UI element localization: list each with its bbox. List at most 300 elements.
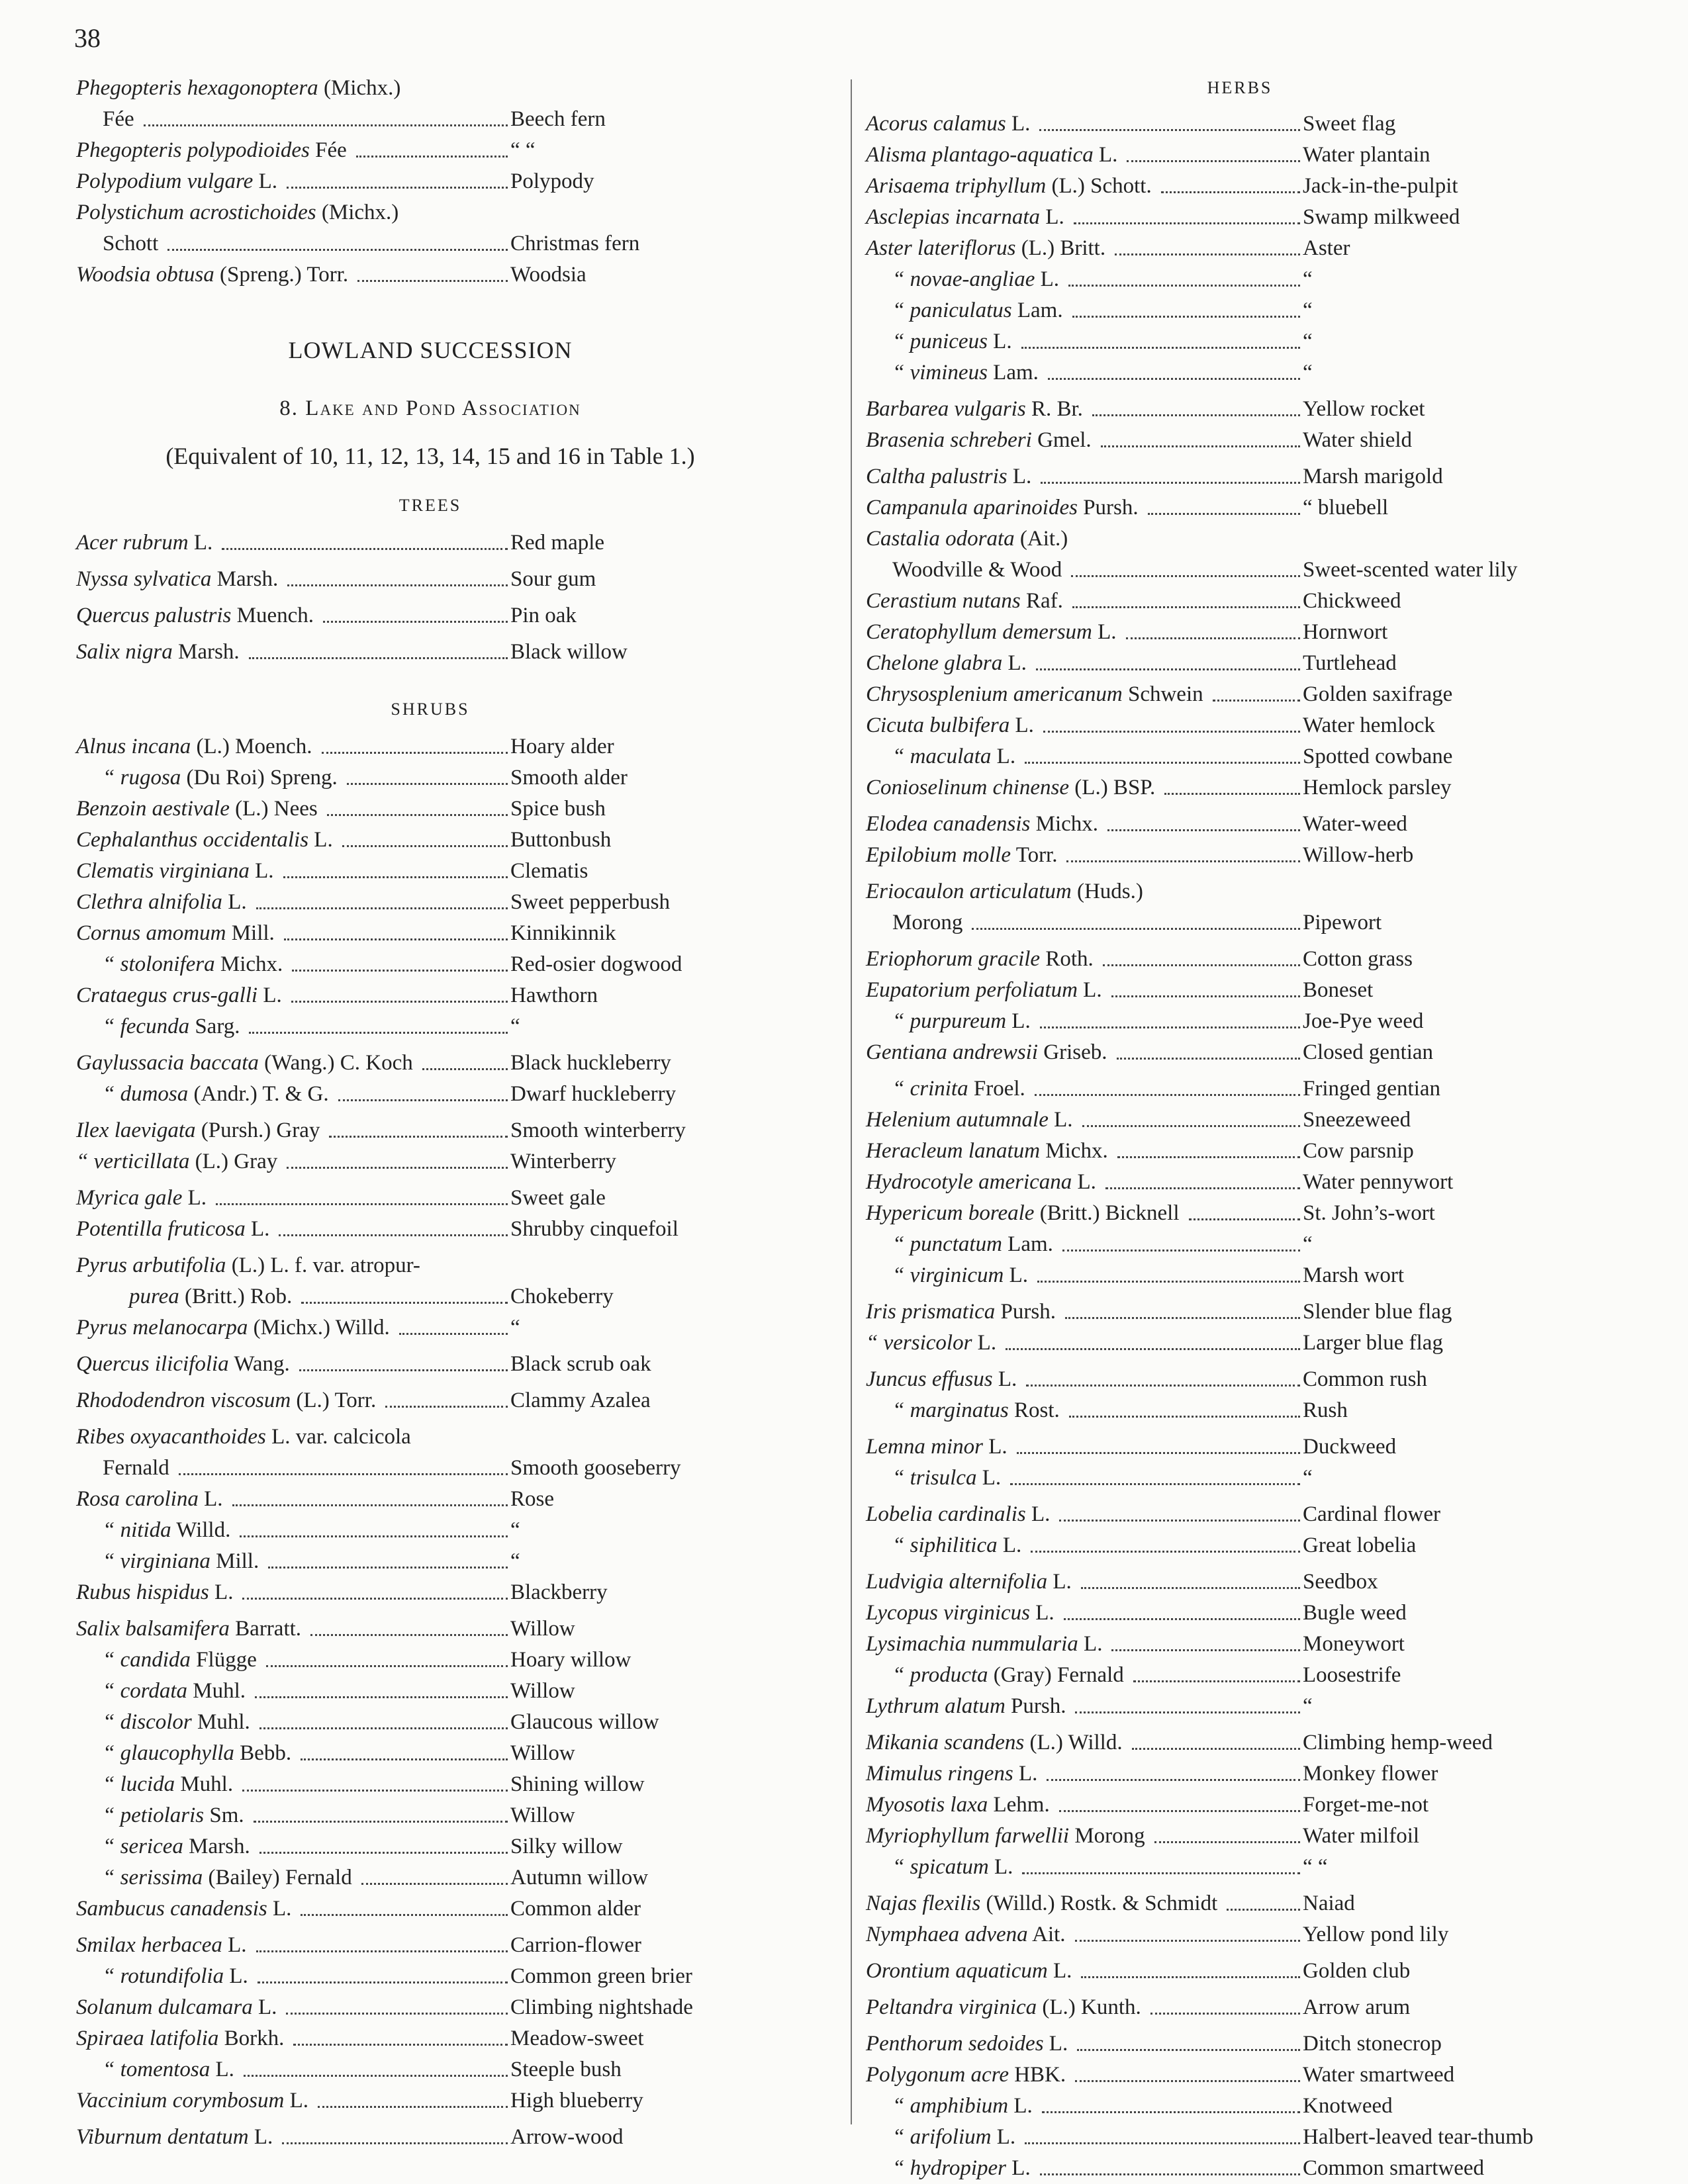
species-entry [866, 1888, 1614, 1919]
species-binomial: “ tomentosa [103, 2058, 211, 2081]
species-entry [76, 104, 784, 135]
species-binomial: Nymphaea advena [866, 1923, 1028, 1946]
species-entry [76, 1676, 784, 1707]
dot-leader [216, 1203, 508, 1205]
species-author: Muench. [231, 604, 314, 627]
species-author: Borkh. [218, 2026, 285, 2050]
species-entry [76, 1250, 784, 1281]
dot-leader [1133, 1680, 1300, 1682]
dot-leader [291, 1001, 508, 1003]
scientific-name [866, 2028, 1068, 2060]
common-name: High blueberry [510, 2089, 643, 2113]
scientific-name [76, 2023, 284, 2054]
scientific-name [76, 980, 282, 1011]
species-author: L. [224, 1964, 248, 1988]
scientific-name [866, 233, 1105, 264]
species-author: Barratt. [229, 1617, 302, 1641]
species-entry [866, 809, 1614, 840]
species-author: Willd. [171, 1518, 231, 1542]
tree-list [76, 527, 784, 668]
common-name: Marsh marigold [1303, 465, 1443, 488]
common-name: Willow [510, 1803, 575, 1827]
species-entry [866, 1463, 1614, 1494]
species-author: Torr. [1011, 843, 1058, 867]
dot-leader [293, 2044, 508, 2046]
dot-leader [283, 876, 508, 878]
species-author: L. [991, 745, 1016, 768]
species-entry [866, 202, 1614, 233]
species-binomial: Smilax herbacea [76, 1933, 222, 1957]
dot-leader [292, 970, 508, 972]
species-binomial: Conioselinum chinense [866, 776, 1070, 799]
dot-leader [356, 156, 508, 158]
species-entry [76, 2122, 784, 2153]
species-author: L. [987, 330, 1012, 353]
species-entry [866, 357, 1614, 388]
scientific-name [76, 887, 247, 918]
scientific-name [892, 555, 1062, 586]
common-name: Marsh wort [1303, 1263, 1405, 1287]
species-entry [866, 1260, 1614, 1291]
species-entry [866, 1530, 1614, 1561]
species-binomial: Arisaema triphyllum [866, 174, 1047, 198]
species-binomial: Quercus palustris [76, 604, 232, 627]
species-entry [76, 1048, 784, 1079]
scientific-name [103, 1453, 169, 1484]
dot-leader [361, 1883, 508, 1885]
common-name: Sweet-scented water lily [1303, 558, 1518, 582]
scientific-name [866, 710, 1034, 741]
species-binomial: “ cordata [103, 1679, 188, 1703]
species-binomial: Viburnum dentatum [76, 2125, 249, 2149]
species-entry [76, 1385, 784, 1416]
species-entry [76, 2023, 784, 2054]
common-name: “ [510, 1549, 520, 1573]
species-entry [866, 1919, 1614, 1950]
scientific-name [103, 949, 283, 980]
scientific-name [892, 1530, 1021, 1561]
species-author: (L.) Willd. [1024, 1731, 1123, 1754]
species-entry [866, 1992, 1614, 2023]
species-binomial: Phegopteris hexagonoptera [76, 76, 318, 100]
common-name: Halbert-leaved tear-thumb [1303, 2125, 1534, 2149]
species-author: (L.) Nees [229, 797, 318, 821]
scientific-name [103, 1515, 230, 1546]
species-binomial: Heracleum lanatum [866, 1139, 1041, 1163]
association-title [76, 388, 784, 428]
species-author: L. [1007, 465, 1032, 488]
species-binomial: Myosotis laxa [866, 1793, 988, 1817]
scientific-name [866, 171, 1152, 202]
scientific-name [866, 1167, 1096, 1198]
common-name: Beech fern [510, 107, 606, 131]
dot-leader [268, 1567, 508, 1569]
dot-leader [1101, 445, 1300, 447]
common-name: Carrion-flower [510, 1933, 641, 1957]
scientific-name [892, 295, 1063, 326]
scientific-name [866, 1758, 1037, 1790]
scientific-name [76, 600, 314, 631]
common-name: Smooth alder [510, 766, 628, 790]
species-author: L. [253, 169, 277, 193]
scientific-name [103, 762, 338, 794]
species-author: (Gray) Fernald [988, 1663, 1124, 1687]
common-name: Willow [510, 1617, 575, 1641]
species-author: L. [308, 828, 333, 852]
species-entry [76, 1453, 784, 1484]
species-entry [866, 1167, 1614, 1198]
species-binomial: “ glaucophylla [103, 1741, 234, 1765]
scientific-name [866, 425, 1092, 456]
species-entry [76, 1115, 784, 1146]
scientific-name [866, 202, 1064, 233]
species-entry [866, 2028, 1614, 2060]
species-entry [866, 1198, 1614, 1229]
common-name: Black willow [510, 640, 628, 664]
species-author: L. var. calcicola [265, 1425, 411, 1449]
scientific-name [76, 1349, 290, 1380]
species-binomial: “ sericea [103, 1835, 183, 1858]
dot-leader [338, 1099, 508, 1101]
dot-leader [1074, 222, 1300, 224]
dot-leader [1082, 1125, 1300, 1127]
scientific-name [866, 1691, 1066, 1722]
common-name: Hornwort [1303, 620, 1388, 644]
common-name: “ bluebell [1303, 496, 1389, 520]
common-name: Climbing hemp-weed [1303, 1731, 1493, 1754]
species-binomial: “ candida [103, 1648, 191, 1672]
common-name: Great lobelia [1303, 1533, 1417, 1557]
common-name: “ [1303, 1232, 1313, 1256]
scientific-name [892, 1006, 1031, 1037]
common-name: Yellow pond lily [1303, 1923, 1449, 1946]
species-binomial: Lemna minor [866, 1435, 983, 1459]
species-entry [866, 907, 1614, 938]
column-divider [851, 79, 852, 2124]
scientific-name [866, 492, 1139, 523]
scientific-name [76, 564, 278, 595]
dot-leader [1043, 731, 1300, 733]
species-entry [76, 228, 784, 259]
common-name: Spice bush [510, 797, 606, 821]
common-name: Larger blue flag [1303, 1331, 1443, 1355]
species-binomial: Alisma plantago-aquatica [866, 143, 1094, 167]
common-name: Autumn willow [510, 1866, 649, 1889]
species-binomial: “ amphibium [892, 2094, 1009, 2118]
common-name: Common green brier [510, 1964, 692, 1988]
species-binomial: Lycopus virginicus [866, 1601, 1031, 1625]
scientific-name [866, 876, 1143, 907]
species-author: (Pursh.) Gray [195, 1118, 320, 1142]
species-entry [866, 264, 1614, 295]
species-author: (Wang.) C. Koch [258, 1051, 413, 1075]
scientific-name [76, 856, 274, 887]
species-author: Mill. [210, 1549, 259, 1573]
species-author: L. [1008, 2094, 1033, 2118]
species-binomial: Lobelia cardinalis [866, 1502, 1026, 1526]
common-name: Polypody [510, 169, 594, 193]
species-author: R. Br. [1025, 397, 1083, 421]
species-entry [76, 2054, 784, 2085]
scientific-name [866, 1432, 1008, 1463]
species-author: Marsh. [211, 567, 279, 591]
species-entry [866, 975, 1614, 1006]
species-entry [76, 1961, 784, 1992]
dot-leader [1077, 2049, 1300, 2051]
scientific-name [866, 523, 1068, 555]
common-name: Red-osier dogwood [510, 952, 682, 976]
species-entry [866, 2122, 1614, 2153]
species-entry [76, 564, 784, 595]
scientific-name [866, 944, 1094, 975]
scientific-name [866, 1567, 1072, 1598]
species-author: L. [1030, 1601, 1055, 1625]
species-author: (L.) Kunth. [1037, 1995, 1141, 2019]
dot-leader [256, 1950, 508, 1952]
species-author: L. [1006, 1009, 1031, 1033]
species-binomial: Alnus incana [76, 735, 191, 758]
species-author: Lam. [1002, 1232, 1053, 1256]
scientific-name [76, 2122, 273, 2153]
dot-leader [1117, 1156, 1300, 1158]
species-entry [866, 1328, 1614, 1359]
dot-leader [299, 1369, 508, 1371]
species-author: L. [245, 1217, 270, 1241]
species-binomial: Cephalanthus occidentalis [76, 828, 309, 852]
species-author: L. [992, 1367, 1017, 1391]
common-name: Black scrub oak [510, 1352, 651, 1376]
scientific-name [76, 73, 400, 104]
species-author: (L.) BSP. [1069, 776, 1156, 799]
common-name: Sweet flag [1303, 112, 1396, 136]
species-entry [866, 1629, 1614, 1660]
common-name: Arrow-wood [510, 2125, 624, 2149]
species-author: Froel. [968, 1077, 1025, 1101]
scientific-name [892, 1852, 1013, 1883]
species-binomial: Polypodium vulgare [76, 169, 254, 193]
scientific-name [866, 140, 1117, 171]
common-name: Sour gum [510, 567, 596, 591]
common-name: Water milfoil [1303, 1824, 1420, 1848]
common-name: Water-weed [1303, 812, 1407, 836]
scientific-name [866, 648, 1027, 679]
common-name: Fringed gentian [1303, 1077, 1441, 1101]
scientific-name [76, 1146, 277, 1177]
common-name: “ [1303, 361, 1313, 385]
species-binomial: Salix nigra [76, 640, 173, 664]
common-name: St. John’s-wort [1303, 1201, 1435, 1225]
common-name: Common rush [1303, 1367, 1427, 1391]
common-name: Aster [1303, 236, 1350, 260]
species-binomial: “ novae-angliae [892, 267, 1035, 291]
species-author: L. [991, 2125, 1016, 2149]
scientific-name [76, 1577, 233, 1608]
species-binomial: Ilex laevigata [76, 1118, 196, 1142]
species-author: (Michx.) [316, 201, 399, 224]
dot-leader [279, 1234, 508, 1236]
dot-leader [1025, 762, 1300, 764]
dot-leader [1148, 513, 1300, 515]
scientific-name [866, 809, 1098, 840]
species-entry [866, 710, 1614, 741]
common-name: Meadow-sweet [510, 2026, 644, 2050]
common-name: Water hemlock [1303, 713, 1435, 737]
species-binomial: Chelone glabra [866, 651, 1003, 675]
species-binomial: “ dumosa [103, 1082, 189, 1106]
dot-leader [327, 814, 508, 816]
common-name: Joe-Pye weed [1303, 1009, 1424, 1033]
dot-leader [1213, 700, 1300, 702]
species-binomial: Woodsia obtusa [76, 263, 214, 287]
scientific-name [103, 1961, 248, 1992]
species-binomial: Eriocaulon articulatum [866, 880, 1072, 903]
species-binomial: Cerastium nutans [866, 589, 1021, 613]
species-binomial: “ fecunda [103, 1015, 190, 1038]
species-entry [866, 295, 1614, 326]
species-entry [866, 1364, 1614, 1395]
species-binomial: “ vimineus [892, 361, 988, 385]
species-entry [866, 555, 1614, 586]
dot-leader [167, 249, 508, 251]
species-author: L. [1040, 205, 1064, 229]
scientific-name [76, 1930, 247, 1961]
species-author: Muhl. [187, 1679, 246, 1703]
species-author: (Du Roi) Spreng. [181, 766, 338, 790]
common-name: “ [1303, 1466, 1313, 1490]
common-name: Smooth gooseberry [510, 1456, 681, 1480]
species-entry [76, 918, 784, 949]
species-binomial: Castalia odorata [866, 527, 1015, 551]
scientific-name [866, 1790, 1050, 1821]
scientific-name [892, 2153, 1031, 2184]
dot-leader [1069, 1416, 1300, 1418]
species-author: L. [209, 1580, 234, 1604]
species-binomial: Acorus calamus [866, 112, 1006, 136]
herbs-heading: HERBS [1207, 78, 1273, 97]
species-entry [76, 949, 784, 980]
species-binomial: Hypericum boreale [866, 1201, 1035, 1225]
scientific-name [103, 1862, 352, 1893]
species-author: Michx. [214, 952, 283, 976]
scientific-name [866, 617, 1117, 648]
species-entry [76, 2085, 784, 2116]
species-entry [76, 259, 784, 291]
scientific-name [866, 1888, 1217, 1919]
common-name: “ [1303, 267, 1313, 291]
dot-leader [284, 938, 508, 940]
species-author: L. [988, 1855, 1013, 1879]
common-name: Kinnikinnik [510, 921, 616, 945]
species-binomial: “ hydropiper [892, 2156, 1007, 2180]
species-binomial: Clematis virginiana [76, 859, 250, 883]
scientific-name [866, 1992, 1141, 2023]
species-author: Fée [103, 107, 134, 131]
dot-leader [1037, 1281, 1300, 1283]
scientific-name [892, 1260, 1028, 1291]
common-name: Knotweed [1303, 2094, 1393, 2118]
common-name: Water smartweed [1303, 2063, 1455, 2087]
species-entry [866, 109, 1614, 140]
species-author: (L.) Torr. [291, 1388, 377, 1412]
species-binomial: “ nitida [103, 1518, 171, 1542]
species-author: L. [258, 983, 282, 1007]
common-name: Silky willow [510, 1835, 623, 1858]
species-binomial: Nyssa sylvatica [76, 567, 212, 591]
scientific-name [76, 1214, 269, 1245]
common-name: Glaucous willow [510, 1710, 659, 1734]
common-name: Golden saxifrage [1303, 682, 1453, 706]
species-author: L. [284, 2089, 309, 2113]
species-author: L. [1043, 2032, 1068, 2056]
dot-leader [1107, 829, 1300, 831]
species-binomial: “ punctatum [892, 1232, 1002, 1256]
species-binomial: Hydrocotyle americana [866, 1170, 1072, 1194]
common-name: Ditch stonecrop [1303, 2032, 1442, 2056]
species-binomial: “ arifolium [892, 2125, 992, 2149]
species-entry [76, 166, 784, 197]
scientific-name [76, 166, 277, 197]
species-entry [76, 73, 784, 104]
species-author: L. [210, 2058, 234, 2081]
scientific-name [103, 1738, 291, 1769]
dot-leader [1040, 2173, 1300, 2175]
dot-leader [1072, 606, 1300, 608]
scientific-name [76, 1385, 376, 1416]
species-author: (Britt.) Rob. [179, 1285, 293, 1308]
species-entry [866, 1229, 1614, 1260]
species-binomial: Juncus effusus [866, 1367, 993, 1391]
species-entry [76, 856, 784, 887]
herb-list [866, 109, 1614, 2184]
dot-leader [287, 584, 508, 586]
species-binomial: Benzoin aestivale [76, 797, 230, 821]
dot-leader [1006, 1348, 1300, 1350]
dot-leader [1103, 964, 1300, 966]
species-author: Sarg. [189, 1015, 240, 1038]
species-author: (Bailey) Fernald [203, 1866, 352, 1889]
common-name: “ [1303, 298, 1313, 322]
species-binomial: Epilobium molle [866, 843, 1011, 867]
dot-leader [144, 124, 508, 126]
species-entry [76, 1422, 784, 1453]
dot-leader [347, 783, 508, 785]
dot-leader [1117, 1058, 1300, 1060]
species-entry [866, 1432, 1614, 1463]
common-name: “ [510, 1518, 520, 1542]
species-author: (L.) L. f. var. atropur- [226, 1253, 420, 1277]
species-binomial: Brasenia schreberi [866, 428, 1032, 452]
species-author: L. [1048, 1108, 1073, 1132]
scientific-name [103, 1011, 240, 1042]
scientific-name [103, 1800, 244, 1831]
species-binomial: Myriophyllum farwellii [866, 1824, 1070, 1848]
scientific-name [866, 1037, 1107, 1068]
scientific-name [103, 1645, 257, 1676]
species-binomial: “ virginicum [892, 1263, 1004, 1287]
species-entry [76, 1349, 784, 1380]
species-binomial: Salix balsamifera [76, 1617, 230, 1641]
species-entry [76, 1800, 784, 1831]
dot-leader [1072, 316, 1300, 318]
common-name: Hemlock parsley [1303, 776, 1452, 799]
species-binomial: Myrica gale [76, 1186, 183, 1210]
dot-leader [1075, 1940, 1300, 1942]
species-binomial: Potentilla fruticosa [76, 1217, 246, 1241]
dot-leader [1189, 1218, 1301, 1220]
species-author: L. [267, 1897, 292, 1921]
species-author: (L.) Moench. [191, 735, 312, 758]
species-entry [866, 1297, 1614, 1328]
